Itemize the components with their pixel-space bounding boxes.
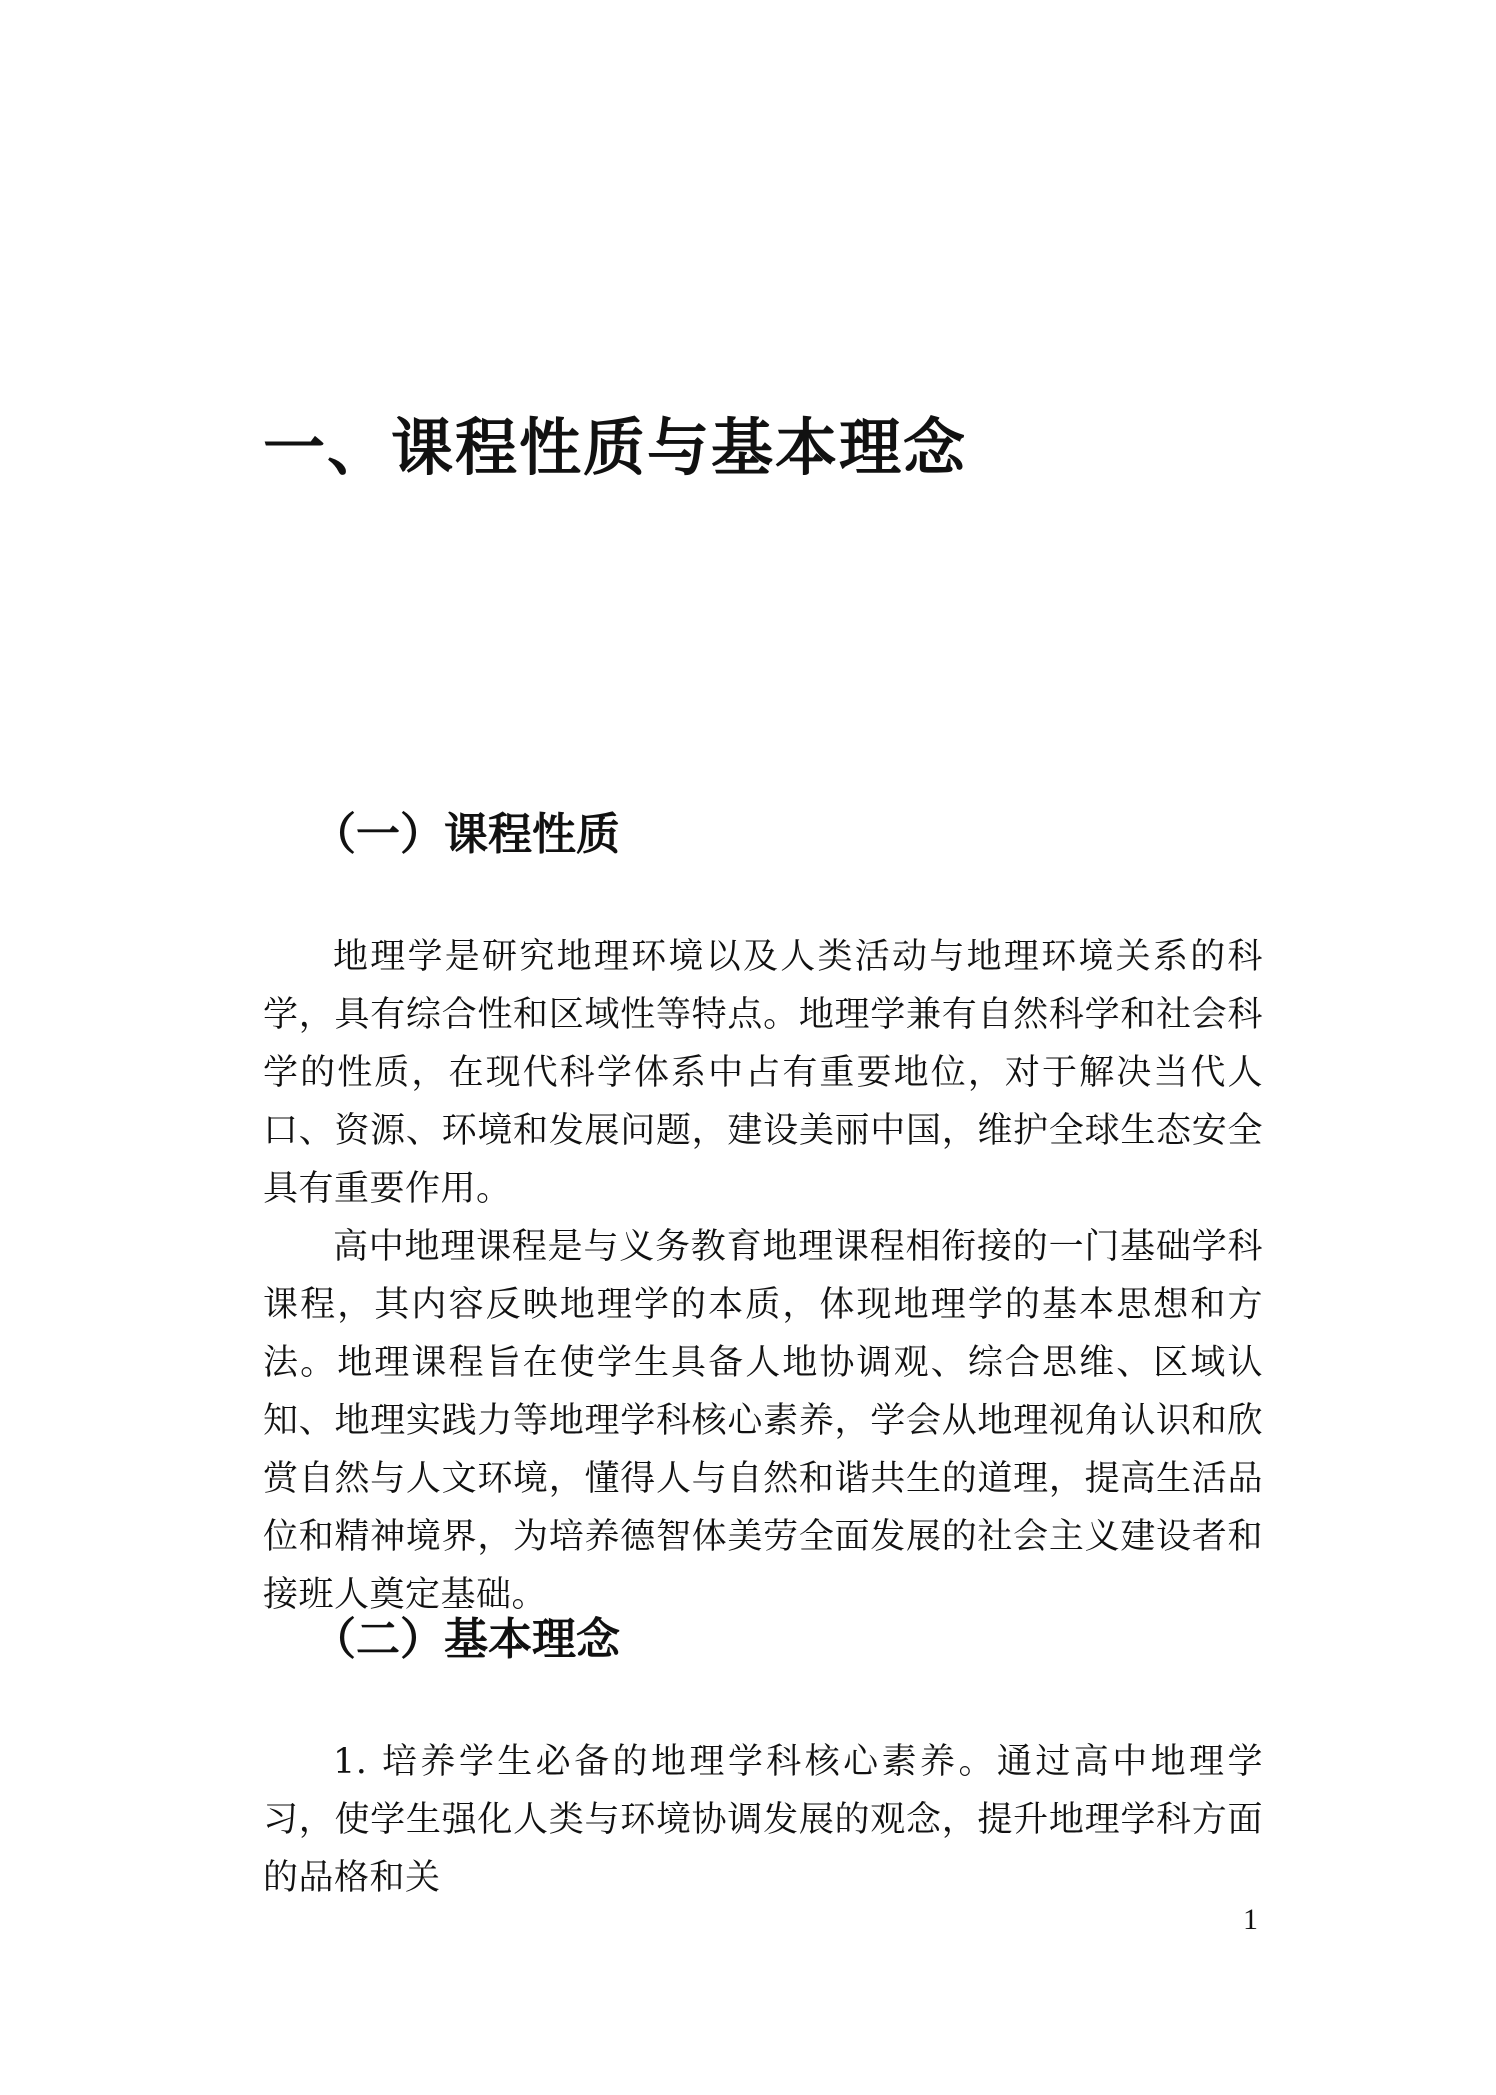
section-body-basic-concepts: [263, 1733, 1263, 1907]
section-body-course-nature: [263, 928, 1263, 1624]
paragraph: 1. 培养学生必备的地理学科核心素养。通过高中地理学习，使学生强化人类与环境协调发展的观念，提升地理学科方面的品格和关: [263, 1742, 1263, 1898]
chapter-title: 一、课程性质与基本理念: [263, 411, 968, 484]
section-heading-course-nature: （一）课程性质: [312, 809, 620, 860]
paragraph: 地理学是研究地理环境以及人类活动与地理环境关系的科学，具有综合性和区域性等特点。地理学兼有自然科学和社会科学的性质，在现代科学体系中占有重要地位，对于解决当代人口、资源、环境和发展问题，建设美丽中国，维护全球生态安全具有重要作用。: [263, 937, 1263, 1209]
page-number: 1: [1243, 1903, 1258, 1936]
paragraph: 高中地理课程是与义务教育地理课程相衔接的一门基础学科课程，其内容反映地理学的本质，体现地理学的基本思想和方法。地理课程旨在使学生具备人地协调观、综合思维、区域认知、地理实践力等地理学科核心素养，学会从地理视角认识和欣赏自然与人文环境，懂得人与自然和谐共生的道理，提高生活品位和精神境界，为培养德智体美劳全面发展的社会主义建设者和接班人奠定基础。: [263, 1227, 1263, 1615]
section-heading-basic-concepts: （二）基本理念: [312, 1614, 620, 1665]
